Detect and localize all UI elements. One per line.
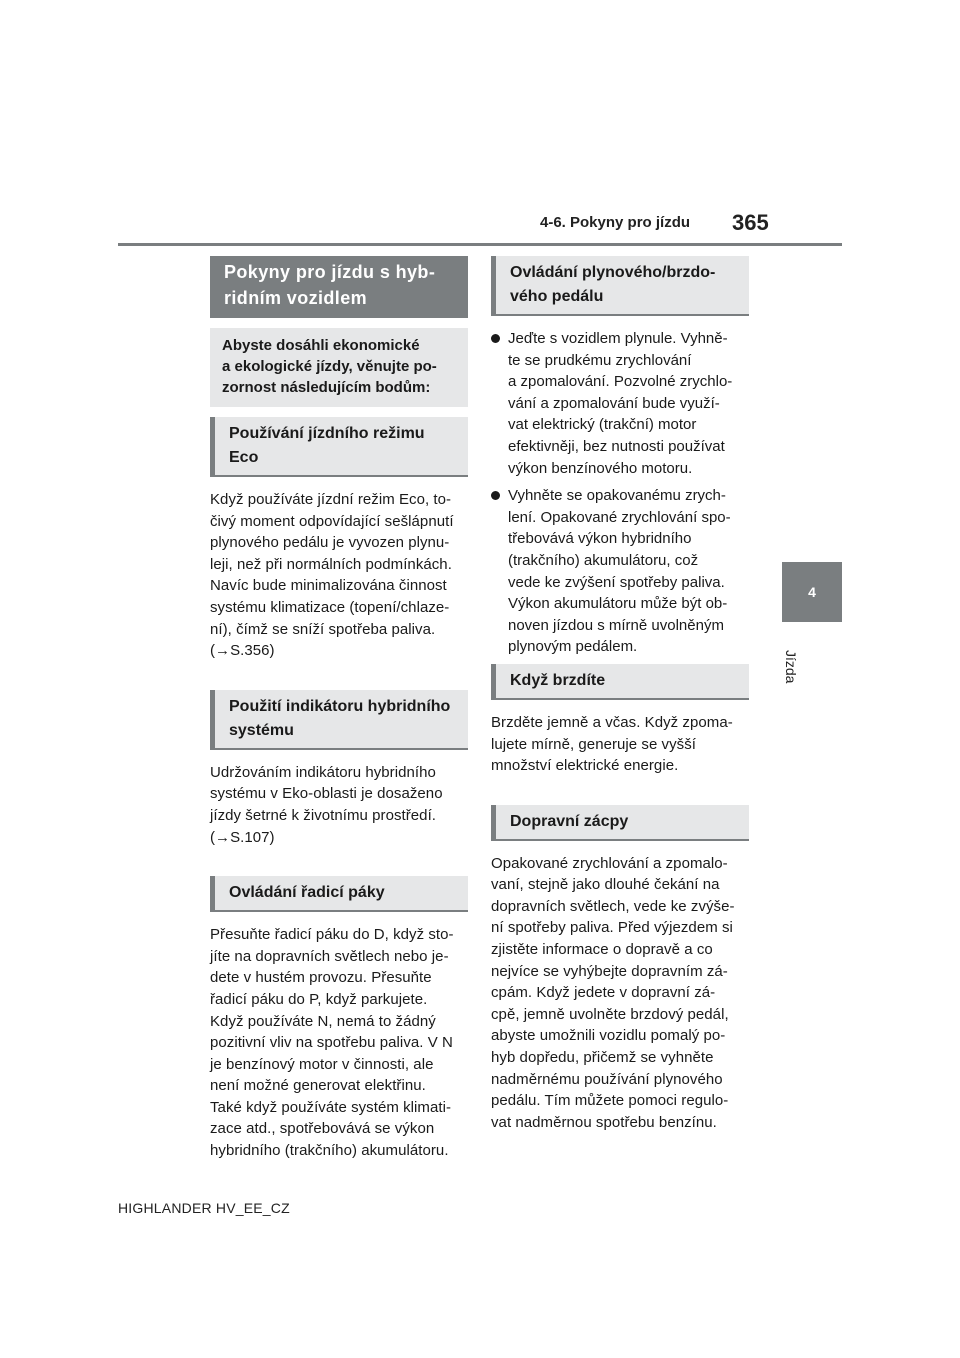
header-section-title: 4-6. Pokyny pro jízdu [540,214,691,231]
list-item: Vyhněte se opakovanému zrych- lení. Opakované zrychlování spo- třebovává výkon hybridního (trakčního) akumulátoru, což vede ke zvýšení spotřeby paliva. Výkon akumulátoru může být ob- noven jízdou s mírně uvolněným plynovým pedálem. [491,485,749,658]
header-rule [118,243,842,246]
section-body-traffic-jams: Opakované zrychlování a zpomalo- vaní, stejně jako dlouhé čekání na dopravních světlech, vede ke zvýše- ní spotřeby paliva. Před výjezdem si zjistěte informace o dopravě a co nejvíce se vyhýbejte dopravním zá- cpám. Když jedete v dopravní zá- cpě, jemně uvolněte brzdový pedál, abyste umožnili vozidlu pomalý po- hyb dopředu, přičemž se vyhněte nadměrnému používání plynového pedálu. Tím můžete pomoci regulo- vat nadměrnou spotřebu benzínu. [491,854,735,1131]
section-heading-pedals: Ovládání plynového/brzdo- vého pedálu [491,256,749,316]
section-body-eco-mode: Když používáte jízdní režim Eco, to- čivý moment odpovídající sešlápnutí plynového pedálu je vyvozen plynu- leji, než při normálních podmínkách. Navíc bude minimalizována činnost systému klimatizace (topení/chlaze- ní), čímž se sníží spotřeba paliva. (→S.356) [210,489,468,662]
list-item: Jeďte s vozidlem plynule. Vyhně- te se prudkému zrychlování a zpomalování. Pozvolné zrychlo- vání a zpomalování bude využí- vat elektrický (trakční) motor efektivněji, bez nutnosti používat výkon benzínového motoru. [491,328,749,479]
section-body-hybrid-indicator: Udržováním indikátoru hybridního systému v Eko-oblasti je dosaženo jízdy šetrné k životnímu prostředí. (→S.107) [210,762,468,848]
left-column [210,256,468,1162]
page-title: Pokyny pro jízdu s hyb- ridním vozidlem [210,256,468,318]
section-body-braking: Brzděte jemně a včas. Když zpoma- lujete mírně, generuje se vyšší množství elektrické energie. [491,713,733,775]
section-heading-hybrid-indicator: Použití indikátoru hybridního systému [210,690,468,750]
section-body-shift-lever: Přesuňte řadicí páku do D, když sto- jíte na dopravních světlech nebo je- dete v hustém provozu. Přesuňte řadicí páku do P, když parkujete. Když používáte N, nemá to žádný pozitivní vliv na spotřebu paliva. V N je benzínový motor v činnosti, ale není možné generovat elektřinu. Také když používáte systém klimati- zace atd., spotřebovává se výkon hybridního (trakčního) akumulátoru. [210,926,454,1160]
footer-model-code: HIGHLANDER HV_EE_CZ [118,1200,290,1216]
section-heading-traffic-jams: Dopravní zácpy [491,805,749,841]
intro-box: Abyste dosáhli ekonomické a ekologické jízdy, věnujte po- zornost následujícím bodům: [210,328,468,407]
section-heading-braking: Když brzdíte [491,664,749,700]
chapter-tab[interactable]: 4 [782,562,842,622]
section-heading-shift-lever: Ovládání řadicí páky [210,876,468,912]
page-number: 365 [732,210,769,235]
chapter-label: Jízda [783,650,799,684]
page-reference-link[interactable]: (→S.107) [210,828,275,846]
page-reference-link[interactable]: (→S.356) [210,642,275,660]
section-heading-eco-mode: Používání jízdního režimu Eco [210,417,468,477]
right-column [491,256,749,1133]
